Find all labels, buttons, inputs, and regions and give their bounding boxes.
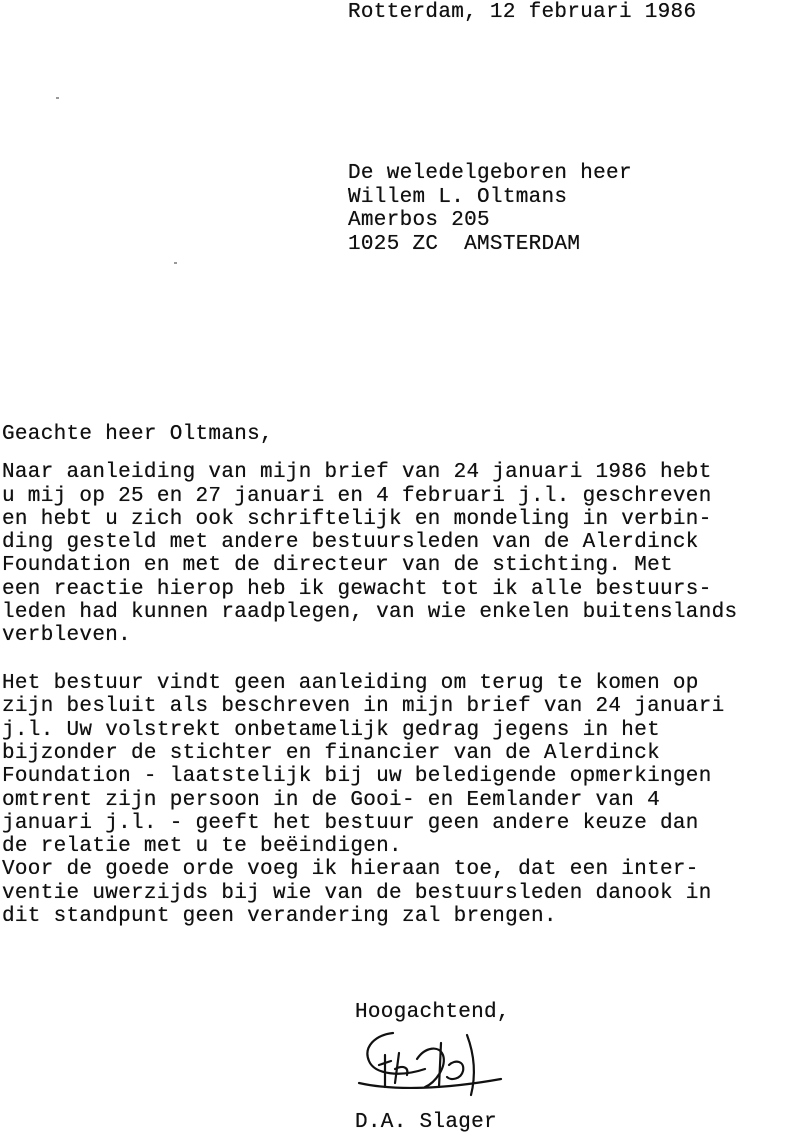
address-line-2: Willem L. Oltmans [348,186,568,209]
paragraph-line: januari j.l. - geeft het bestuur geen andere keuze dan [2,812,699,835]
paragraph-line: Foundation - laatstelijk bij uw beledigende opmerkingen [2,765,712,788]
paragraph-line: Het bestuur vindt geen aanleiding om terug te komen op [2,672,699,695]
handwritten-signature [355,1025,505,1100]
paragraph-line: bijzonder de stichter en financier van de Alerdinck [2,742,661,765]
signatory-name: D.A. Slager [355,1111,497,1134]
scan-speck [174,262,177,264]
paragraph-line: u mij op 25 en 27 januari en 4 februari j.l. geschreven [2,485,712,508]
paragraph-line: een reactie hierop heb ik gewacht tot ik alle bestuurs- [2,578,712,601]
paragraph-line: leden had kunnen raadplegen, van wie enkelen buitenslands [2,601,738,624]
paragraph-line: Naar aanleiding van mijn brief van 24 januari 1986 hebt [2,461,712,484]
paragraph-line: Voor de goede orde voeg ik hieraan toe, dat een inter- [2,858,699,881]
paragraph-line: j.l. Uw volstrekt onbetamelijk gedrag jegens in het [2,719,661,742]
salutation: Geachte heer Oltmans, [2,423,273,446]
closing: Hoogachtend, [355,1001,510,1024]
scan-speck [56,97,59,99]
paragraph-line: dit standpunt geen verandering zal brengen. [2,905,557,928]
address-line-3: Amerbos 205 [348,209,490,232]
paragraph-line: de relatie met u te beëindigen. [2,835,402,858]
paragraph-line: en hebt u zich ook schriftelijk en mondeling in verbin- [2,508,712,531]
address-line-4: 1025 ZC AMSTERDAM [348,233,581,256]
paragraph-line: omtrent zijn persoon in de Gooi- en Eemlander van 4 [2,789,661,812]
paragraph-line: ventie uwerzijds bij wie van de bestuursleden danook in [2,882,712,905]
paragraph-line: ding gesteld met andere bestuursleden van de Alerdinck [2,531,699,554]
date-line: Rotterdam, 12 februari 1986 [348,1,697,24]
paragraph-line: verbleven. [2,624,132,647]
paragraph-line: Foundation en met de directeur van de stichting. Met [2,554,673,577]
paragraph-line: zijn besluit als beschreven in mijn brief van 24 januari [2,695,725,718]
address-line-1: De weledelgeboren heer [348,162,632,185]
